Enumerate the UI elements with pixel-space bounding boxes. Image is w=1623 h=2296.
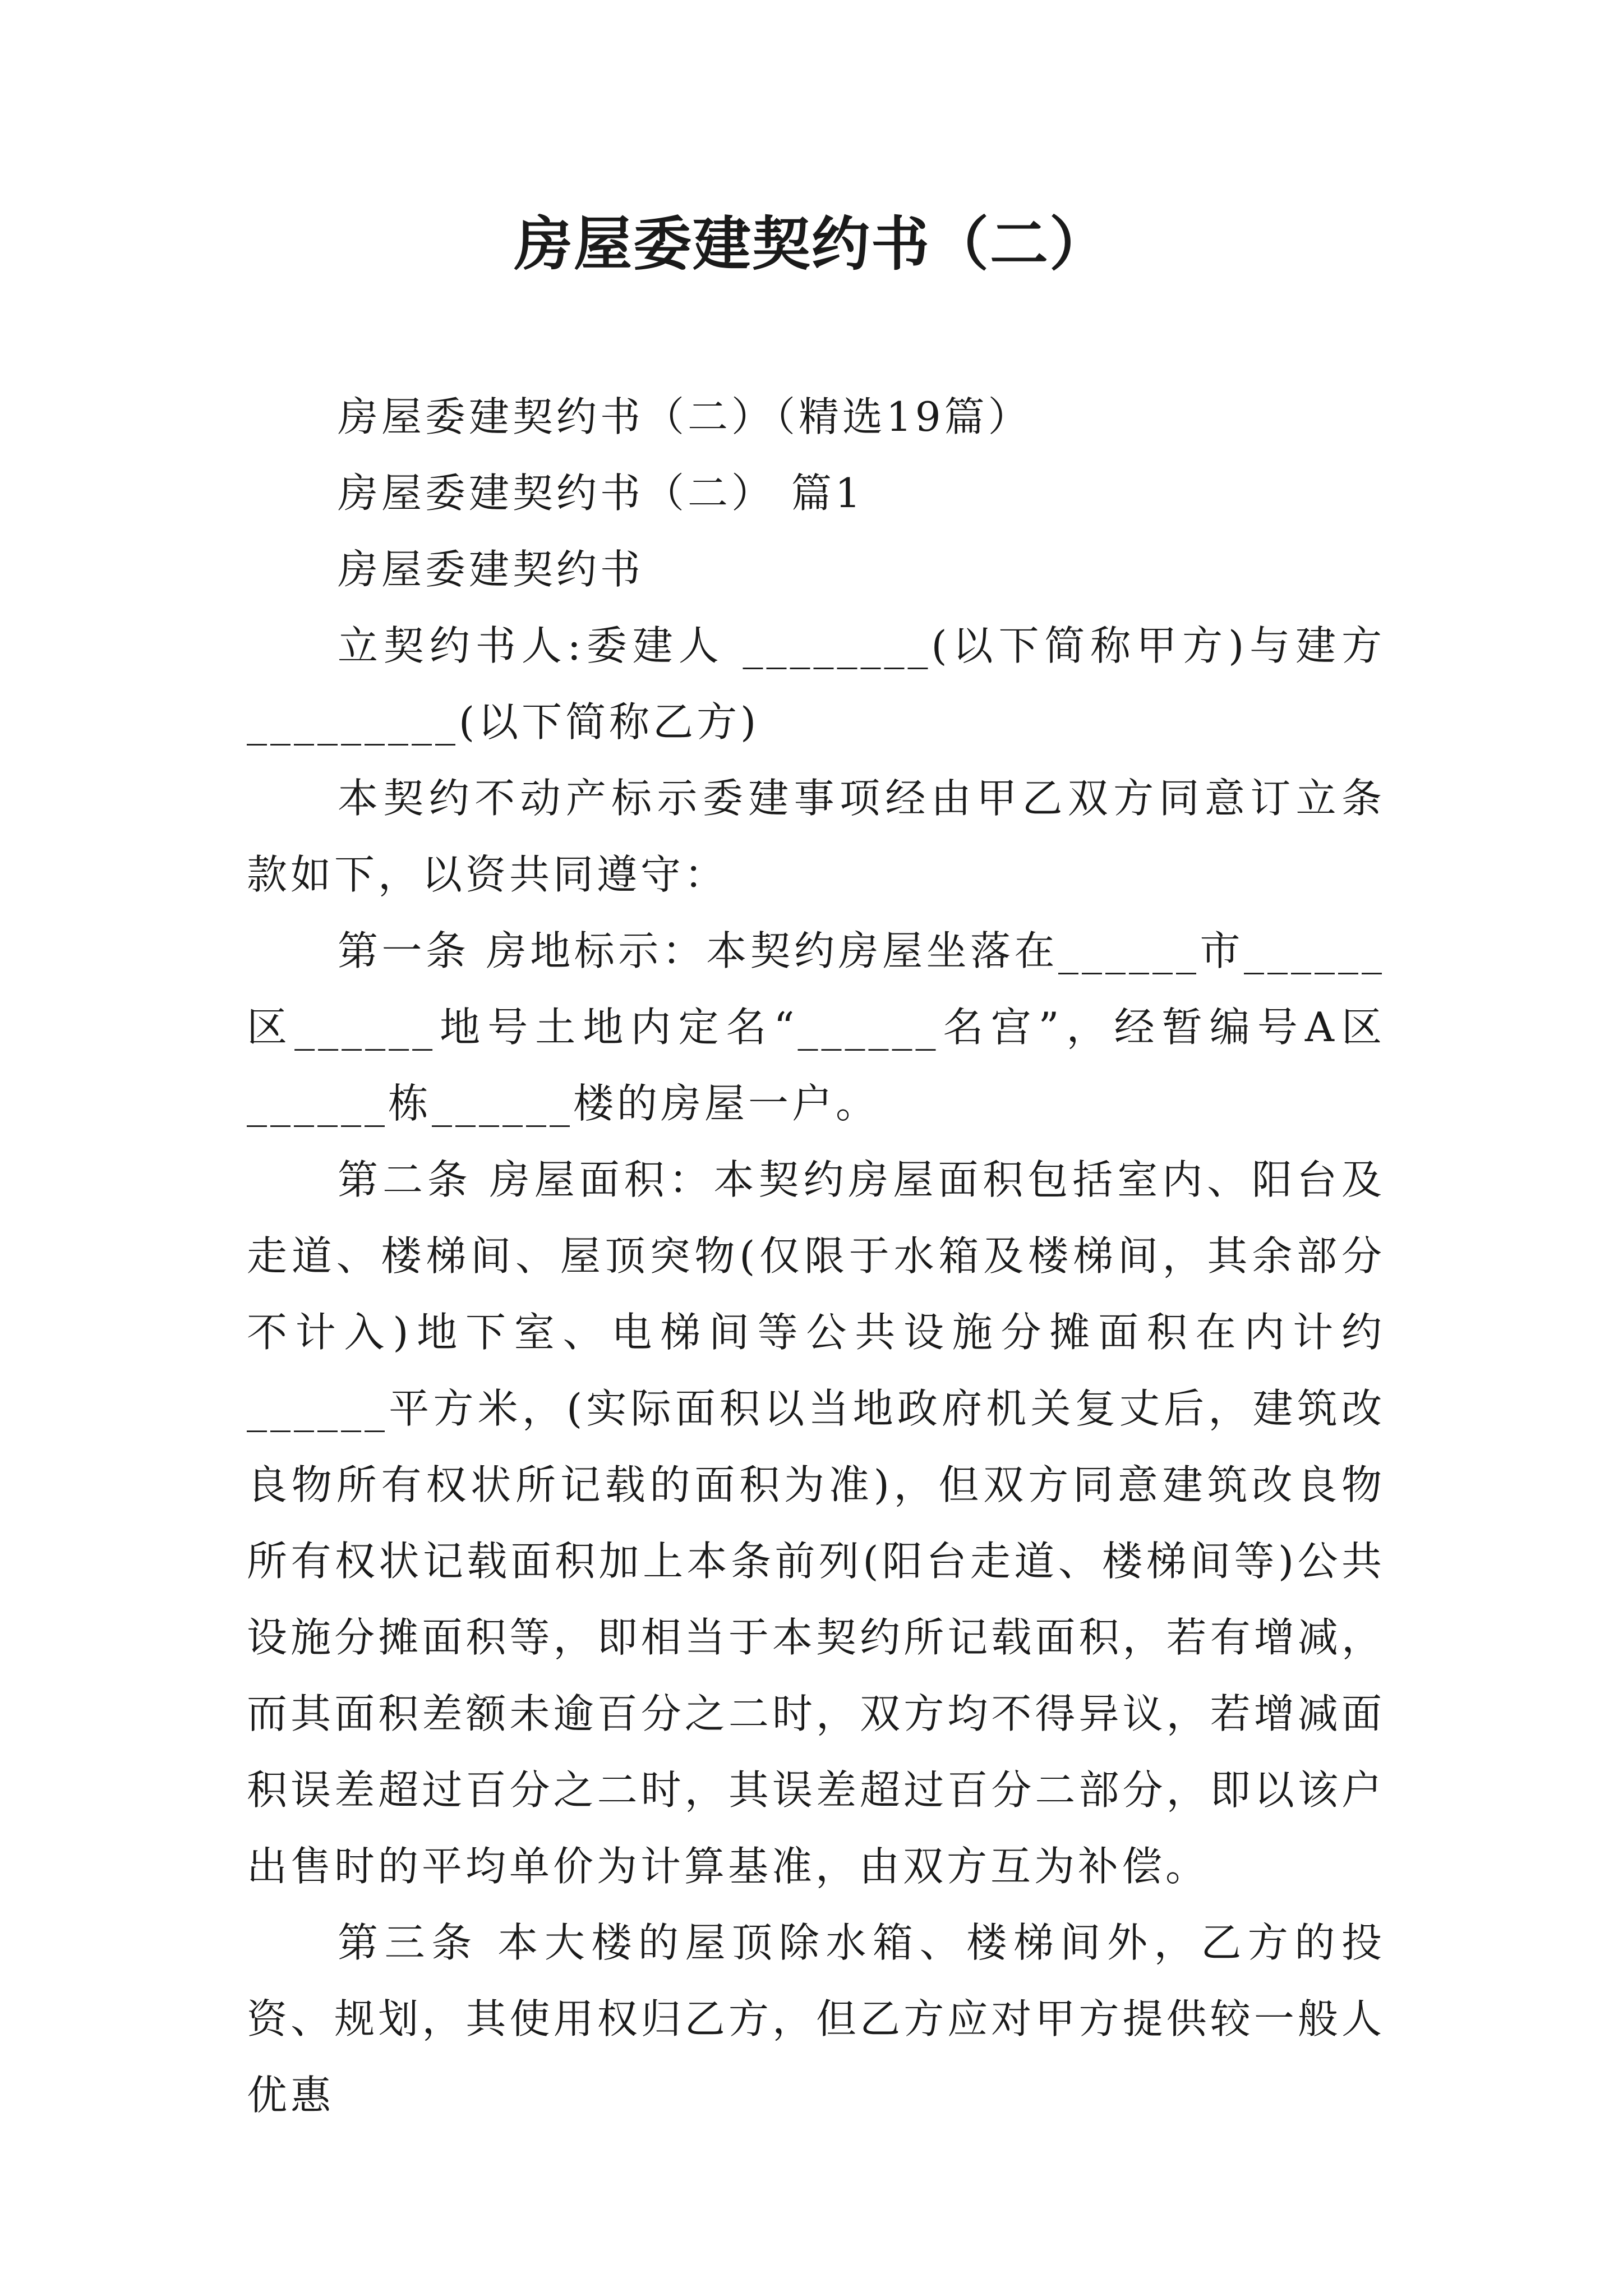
paragraph-article-3: 第三条 本大楼的屋顶除水箱、楼梯间外，乙方的投资、规划，其使用权归乙方，但乙方应对甲方提供较一般人优惠	[247, 1919, 1385, 2119]
paragraph-preamble: 本契约不动产标示委建事项经由甲乙双方同意订立条款如下，以资共同遵守：	[247, 775, 1385, 898]
paragraph-parties: 立契约书人:委建人 ________(以下简称甲方)与建方_________(以下简称乙方)	[247, 622, 1385, 746]
paragraph-subtitle: 房屋委建契约书（二）（精选19篇）	[338, 393, 1032, 440]
paragraph-section-heading: 房屋委建契约书（二） 篇1	[338, 470, 864, 517]
paragraph-contract-name: 房屋委建契约书	[338, 546, 644, 593]
paragraph-article-1: 第一条 房地标示：本契约房屋坐落在______市______区______地号土地内定名“______名宫”，经暂编号A区______栋______楼的房屋一户。	[247, 927, 1385, 1127]
document-body	[247, 379, 1385, 2133]
paragraph-article-2: 第二条 房屋面积：本契约房屋面积包括室内、阳台及走道、楼梯间、屋顶突物(仅限于水箱及楼梯间，其余部分不计入)地下室、电梯间等公共设施分摊面积在内计约 ______平方米，(实际面积以当地政府机关复丈后，建筑改良物所有权状所记载的面积为准)，但双方同意建筑改良物所有权状记载面积加上本条前列(阳台走道、楼梯间等)公共设施分摊面积等，即相当于本契约所记载面积，若有增减，而其面积差额未逾百分之二时，双方均不得异议，若增减面积误差超过百分之二时，其误差超过百分二部分，即以该户出售时的平均单价为计算基准，由双方互为补偿。	[247, 1156, 1385, 1890]
document-title: 房屋委建契约书（二）	[514, 209, 1109, 278]
